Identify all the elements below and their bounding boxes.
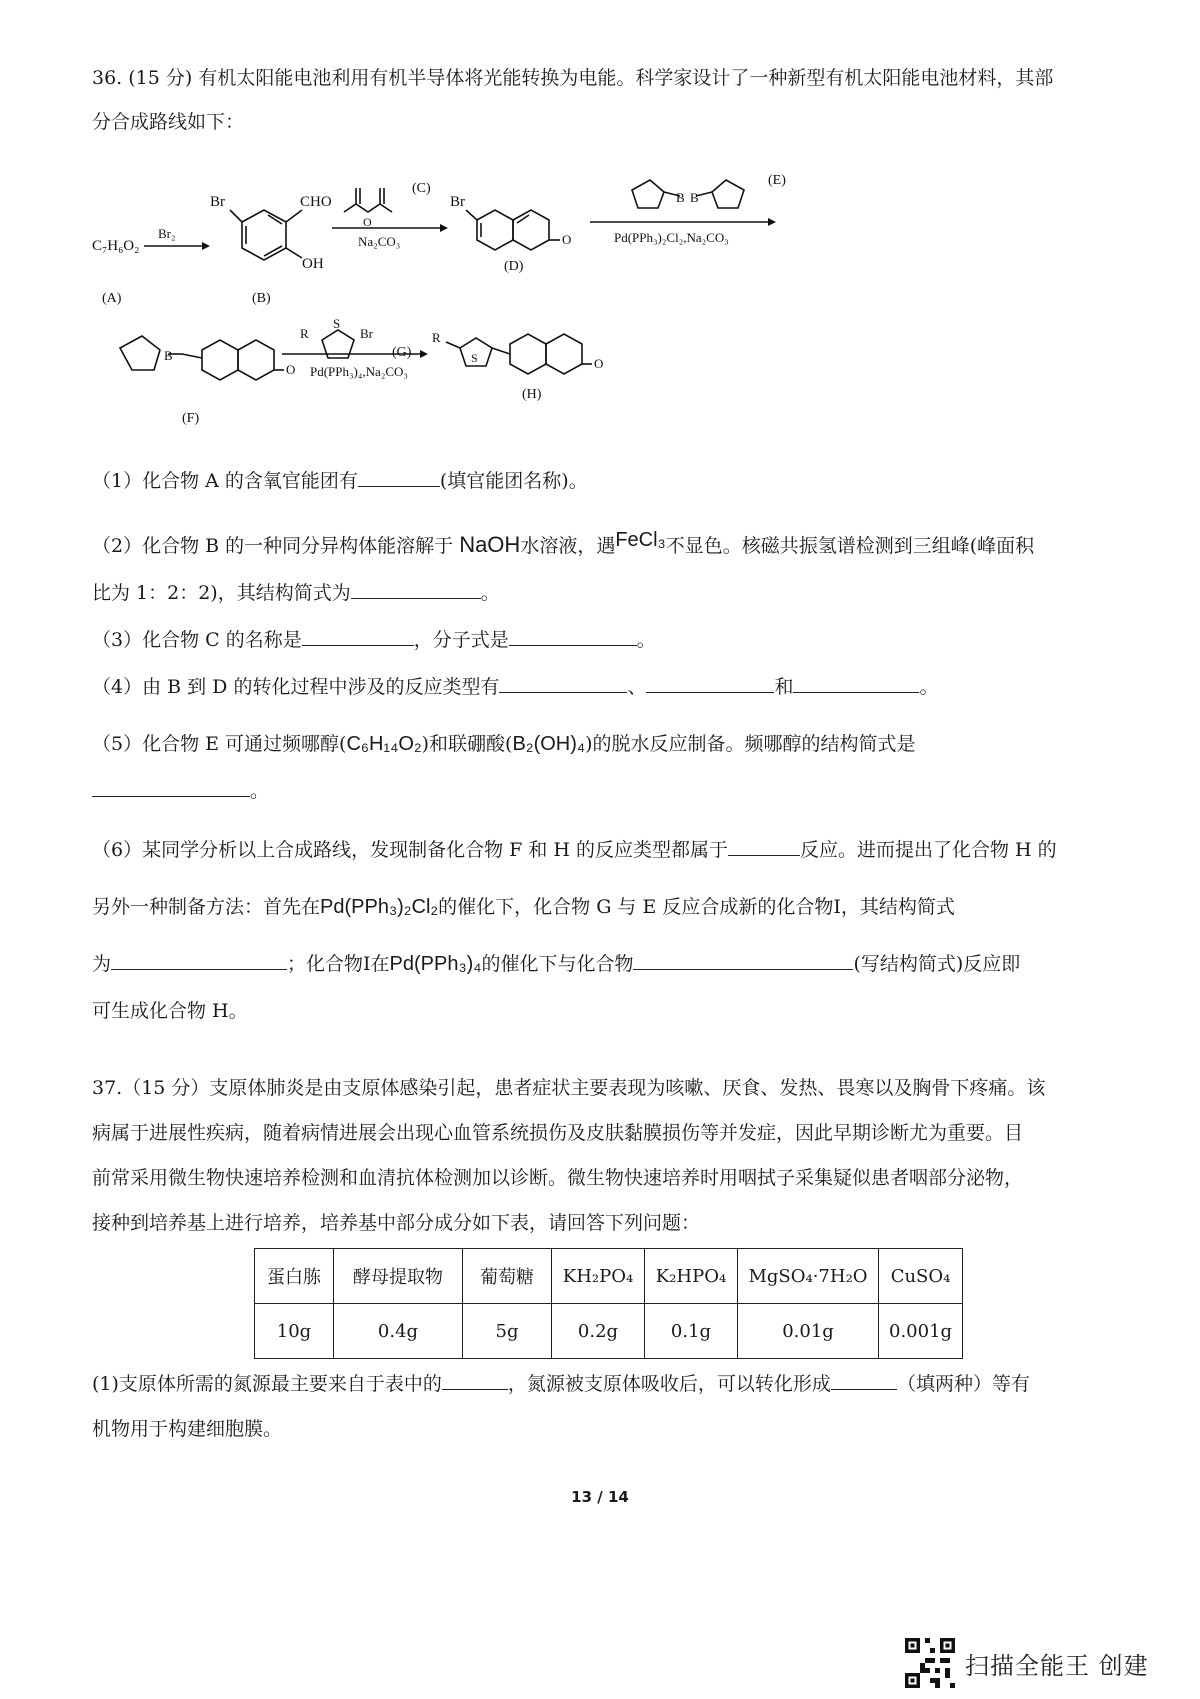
atom-O-C: O xyxy=(363,215,372,229)
q36-s5: （5）化合物 E 可通过频哪醇(C₆H₁₄O₂)和联硼酸(B₂(OH)₄)的脱水反应制备。频哪醇的结构简式是 xyxy=(92,733,916,755)
table-cell: 0.2g xyxy=(552,1304,645,1359)
blank-s4-2[interactable] xyxy=(646,670,774,693)
blank-s6-compound[interactable] xyxy=(633,947,853,970)
reaction-scheme-row2 xyxy=(110,318,1110,438)
condition-D-F: Pd(PPh₃)₂Cl₂,Na₂CO₃ xyxy=(614,230,729,245)
arrow-head-F-H xyxy=(420,350,428,358)
q36-s6-line2: 另外一种制备方法：首先在Pd(PPh₃)₂Cl₂的催化下，化合物 G 与 E 反应合成新的化合物I，其结构简式 xyxy=(92,896,955,918)
atom-Br-G: Br xyxy=(360,326,373,341)
arrow-head-A-B xyxy=(202,242,210,250)
q37-intro xyxy=(92,1066,1122,1246)
q37-line1: 37.（15 分）支原体肺炎是由支原体感染引起，患者症状主要表现为咳嗽、厌食、发热、畏寒以及胸骨下疼痛。该 xyxy=(92,1077,1046,1099)
table-row xyxy=(255,1304,963,1359)
atom-S-G: S xyxy=(333,318,341,331)
blank-s4-1[interactable] xyxy=(499,670,627,693)
q36-s5-line2: 。 xyxy=(92,768,1122,815)
q36-s4: （4）由 B 到 D 的转化过程中涉及的反应类型有 、 和 。 xyxy=(92,664,1122,711)
atom-OH: OH xyxy=(302,256,324,272)
q37-line4: 接种到培养基上进行培养，培养基中部分成分如下表，请回答下列问题： xyxy=(92,1212,701,1234)
table-cell: 0.4g xyxy=(334,1304,463,1359)
table-header-cell: KH₂PO₄ xyxy=(552,1249,645,1304)
table-header-cell: K₂HPO₄ xyxy=(645,1249,738,1304)
compound-B-structure xyxy=(230,210,302,260)
compound-D-structure xyxy=(466,210,560,250)
table-header-cell: CuSO₄ xyxy=(879,1249,963,1304)
atom-CHO: CHO xyxy=(300,194,332,210)
atom-B-E-2: B xyxy=(690,190,699,205)
label-E: (E) xyxy=(768,173,786,188)
table-header-cell: 酵母提取物 xyxy=(334,1249,463,1304)
atom-R-H: R xyxy=(432,330,441,345)
q36-s2: （2）化合物 B 的一种同分异构体能溶解于 NaOH水溶液，遇FeCl₃不显色。核磁共振氢谱检测到三组峰(峰面积 xyxy=(92,529,1035,557)
pinacol-formula: C₆H₁₄O₂ xyxy=(346,733,422,755)
medium-composition-table xyxy=(254,1248,963,1359)
fecl3-formula: FeCl₃ xyxy=(615,529,666,551)
atom-Br-D: Br xyxy=(450,194,465,210)
atom-B-E-1: B xyxy=(676,190,685,205)
table-header-cell: 葡萄糖 xyxy=(463,1249,552,1304)
q36-s3: （3）化合物 C 的名称是 ，分子式是 。 xyxy=(92,617,1122,664)
compound-C-structure xyxy=(344,188,392,212)
atom-O-H: O xyxy=(594,356,604,371)
table-header-cell: MgSO₄·7H₂O xyxy=(738,1249,879,1304)
blank-s1[interactable] xyxy=(358,464,440,487)
blank-s2[interactable] xyxy=(351,576,481,599)
blank-s5[interactable] xyxy=(92,774,250,797)
blank-s3-name[interactable] xyxy=(302,623,414,646)
q36-s6-line3: 为 ；化合物I在Pd(PPh₃)₄的催化下与化合物 (写结构简式)反应即 xyxy=(92,941,1122,988)
atom-O-F: O xyxy=(286,362,296,377)
q36-s2-line2: 比为 1：2：2)，其结构简式为 。 xyxy=(92,570,1122,617)
q36-subquestions xyxy=(92,458,1122,1035)
table-cell: 0.01g xyxy=(738,1304,879,1359)
arrow-head-D-F xyxy=(768,218,776,226)
q37-line3: 前常采用微生物快速培养检测和血清抗体检测加以诊断。微生物快速培养时用咽拭子采集疑似患者咽部分泌物， xyxy=(92,1167,1024,1189)
atom-B-F: B xyxy=(164,348,173,363)
naoh-formula: NaOH xyxy=(459,532,521,557)
catalyst-1: Pd(PPh₃)₂Cl₂ xyxy=(320,896,439,918)
q36-s1: （1）化合物 A 的含氧官能团有 (填官能团名称)。 xyxy=(92,458,1122,505)
q37-subquestions xyxy=(92,1362,1122,1452)
condition-F-H: Pd(PPh₃)₄,Na₂CO₃ xyxy=(310,364,408,379)
q36-intro-line1: 36. (15 分) 有机太阳能电池利用有机半导体将光能转换为电能。科学家设计了一种新型有机太阳能电池材料，其部 xyxy=(92,67,1054,89)
page-number: 13 / 14 xyxy=(571,1488,629,1506)
arrow-head-B-D xyxy=(440,224,448,232)
label-B: (B) xyxy=(252,291,271,306)
label-A: (A) xyxy=(102,291,122,306)
blank-q37-2[interactable] xyxy=(831,1367,897,1390)
q36-intro-line2: 分合成路线如下： xyxy=(92,111,245,133)
compound-E-structure xyxy=(632,180,744,208)
atom-S-H: S xyxy=(471,351,478,365)
compound-A-formula: C₇H₆O₂ xyxy=(92,238,140,254)
diboronic-acid-formula: B₂(OH)₄ xyxy=(512,733,586,755)
catalyst-2: Pd(PPh₃)₄ xyxy=(389,953,482,975)
blank-s3-formula[interactable] xyxy=(509,623,637,646)
blank-s6-I[interactable] xyxy=(111,947,287,970)
label-G: (G) xyxy=(392,345,412,360)
q37-s1-line2: 机物用于构建细胞膜。 xyxy=(92,1418,283,1440)
table-cell: 0.001g xyxy=(879,1304,963,1359)
blank-q37-1[interactable] xyxy=(442,1367,508,1390)
table-cell: 5g xyxy=(463,1304,552,1359)
q36-s6: （6）某同学分析以上合成路线，发现制备化合物 F 和 H 的反应类型都属于 反应。进而提出了化合物 H 的 xyxy=(92,827,1122,874)
table-header-row xyxy=(255,1249,963,1304)
atom-O-D: O xyxy=(562,232,572,247)
reagent-Br2: Br₂ xyxy=(158,226,176,241)
blank-s4-3[interactable] xyxy=(793,670,919,693)
compound-H-structure xyxy=(446,334,592,374)
table-cell: 10g xyxy=(255,1304,334,1359)
q37-s1: (1)支原体所需的氮源最主要来自于表中的 ，氮源被支原体吸收后，可以转化形成 （填两种）等有 xyxy=(92,1362,1122,1407)
reaction-scheme-row1 xyxy=(92,170,1122,310)
label-C: (C) xyxy=(412,181,431,196)
scanner-footer xyxy=(905,1638,1149,1688)
footer-text: 扫描全能王 创建 xyxy=(965,1651,1149,1680)
q37-line2: 病属于进展性疾病，随着病情进展会出现心血管系统损伤及皮肤黏膜损伤等并发症，因此早期诊断尤为重要。目 xyxy=(92,1122,1024,1144)
label-H: (H) xyxy=(522,387,542,402)
table-cell: 0.1g xyxy=(645,1304,738,1359)
table-header-cell: 蛋白胨 xyxy=(255,1249,334,1304)
condition-B-D: Na₂CO₃ xyxy=(358,234,401,249)
label-F: (F) xyxy=(182,411,200,426)
label-D: (D) xyxy=(504,259,524,274)
qr-code-icon xyxy=(905,1638,955,1688)
atom-R-G: R xyxy=(300,326,309,341)
compound-F-structure xyxy=(120,336,284,380)
blank-s6-type[interactable] xyxy=(728,833,800,856)
atom-Br-B: Br xyxy=(210,194,225,210)
q36-s6-line4: 可生成化合物 H。 xyxy=(92,1000,248,1022)
q36-intro xyxy=(92,56,1122,144)
